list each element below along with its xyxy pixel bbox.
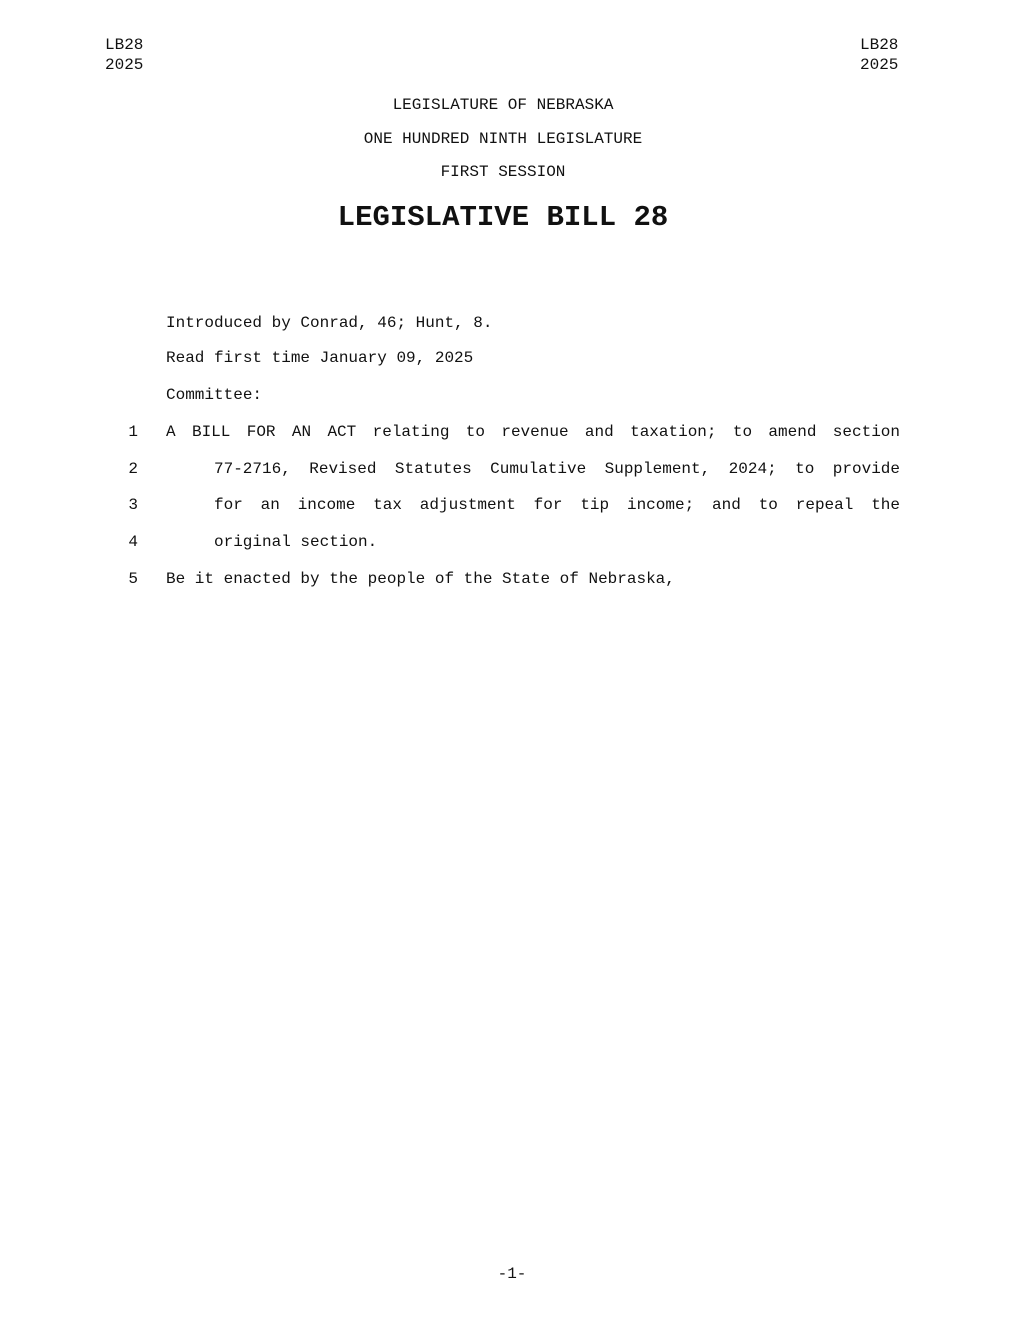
bill-line: A BILL FOR AN ACT relating to revenue and taxation; to amend section bbox=[166, 423, 900, 441]
header-left-year: 2025 bbox=[105, 56, 144, 74]
committee-label: Committee: bbox=[166, 386, 263, 404]
header-right-year: 2025 bbox=[860, 56, 899, 74]
bill-line: original section. bbox=[214, 533, 378, 551]
read-first-time: Read first time January 09, 2025 bbox=[166, 349, 474, 367]
session-name: FIRST SESSION bbox=[440, 163, 566, 181]
header-left bbox=[105, 35, 143, 75]
page-number: -1- bbox=[497, 1265, 527, 1283]
legislature-number: ONE HUNDRED NINTH LEGISLATURE bbox=[363, 130, 643, 148]
legislature-name: LEGISLATURE OF NEBRASKA bbox=[392, 96, 614, 114]
line-number: 4 bbox=[128, 533, 138, 551]
header-right-bill: LB28 bbox=[860, 36, 899, 54]
introduced-by: Introduced by Conrad, 46; Hunt, 8. bbox=[166, 314, 493, 332]
bill-title: LEGISLATIVE BILL 28 bbox=[337, 201, 669, 234]
enacting-clause: Be it enacted by the people of the State of Nebraska, bbox=[166, 570, 675, 588]
line-number: 3 bbox=[128, 496, 138, 514]
header-right bbox=[860, 35, 898, 75]
header-left-bill: LB28 bbox=[105, 36, 144, 54]
line-number: 5 bbox=[128, 570, 138, 588]
bill-line: for an income tax adjustment for tip income; and to repeal the bbox=[214, 496, 900, 514]
line-number: 2 bbox=[128, 460, 138, 478]
bill-line: 77-2716, Revised Statutes Cumulative Supplement, 2024; to provide bbox=[214, 460, 900, 478]
line-number: 1 bbox=[128, 423, 138, 441]
